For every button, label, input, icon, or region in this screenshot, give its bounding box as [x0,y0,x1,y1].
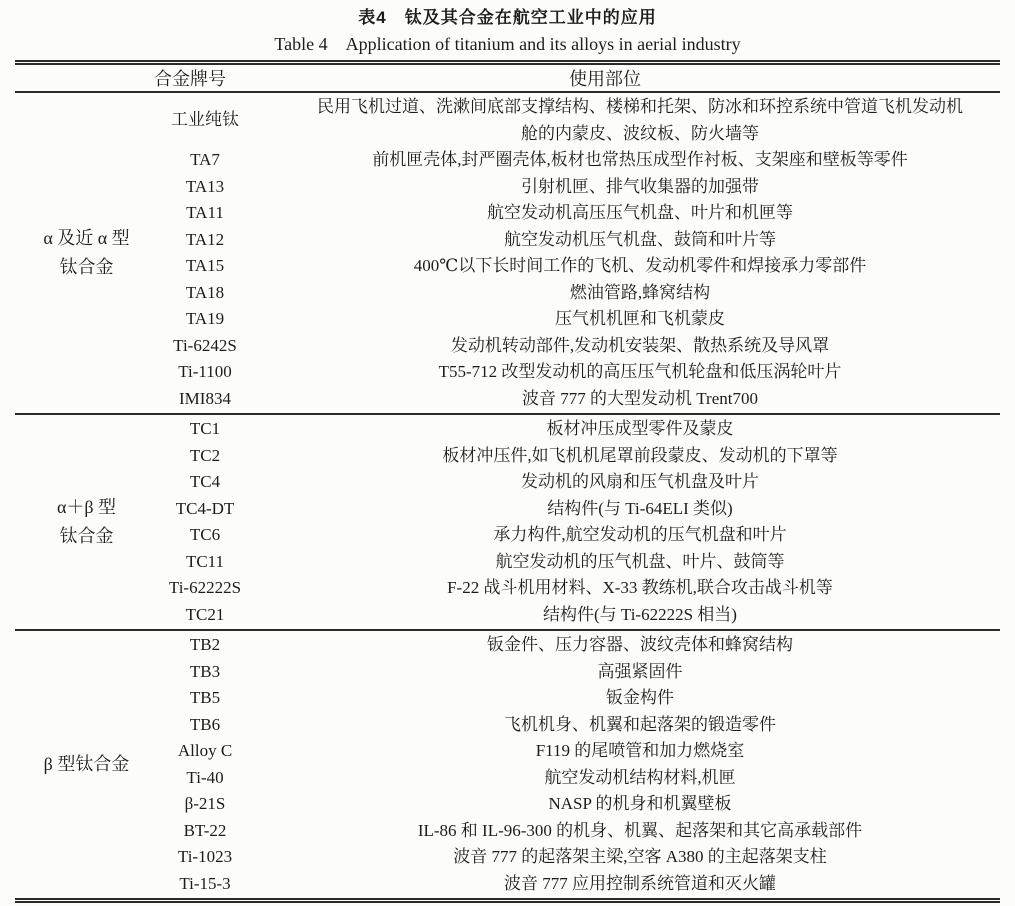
group-rows [140,415,1000,629]
table-row [140,147,1000,174]
table-row [140,443,1000,470]
table-row [140,174,1000,201]
table-row [140,575,1000,602]
group-label [15,93,140,413]
usage-cell: T55-712 改型发动机的高压压气机轮盘和低压涡轮叶片 [438,362,842,381]
alloy-grade-cell: TC4 [189,472,221,491]
usage-cell: 结构件(与 Ti-64ELI 类似) [547,498,733,518]
group-rows [140,631,1000,898]
usage-cell: 前机匣壳体,封严圈壳体,板材也常热压成型作衬板、支架座和壁板等零件 [372,150,908,169]
alloy-grade-cell: BT-22 [183,820,227,840]
table-row [140,712,1000,739]
usage-cell: 燃油管路,蜂窝结构 [569,282,711,302]
group-label [15,631,140,898]
alloy-grade-cell: TC6 [189,525,221,544]
table-row [140,791,1000,818]
usage-cell: 飞机机身、机翼和起落架的锻造零件 [504,714,776,734]
alloy-grade-cell: TA13 [185,176,225,196]
usage-cell: 引射机匣、排气收集器的加强带 [521,176,759,196]
group-rows [140,93,1000,413]
usage-cell: 板材冲压件,如飞机机尾罩前段蒙皮、发动机的下罩等 [442,445,838,465]
table-row [140,602,1000,629]
alloy-grade-cell: Ti-6242S [173,335,237,355]
table-row [140,469,1000,496]
table-body [15,93,1000,898]
usage-cell: 钣金件、压力容器、波纹壳体和蜂窝结构 [487,635,793,654]
usage-cell: NASP 的机身和机翼壁板 [548,794,732,813]
group-label-line: 钛合金 [59,526,114,546]
table-row [140,227,1000,254]
alloy-grade-cell: TA18 [185,282,225,302]
table-row [140,685,1000,712]
usage-cell: 压气机机匣和飞机蒙皮 [555,309,725,328]
table-row [140,333,1000,360]
alloy-grade-cell: TA12 [185,229,225,249]
alloy-grade-cell: TB2 [189,635,221,654]
alloy-grade-cell: TB5 [189,688,221,707]
usage-cell: 板材冲压成型零件及蒙皮 [546,419,734,438]
application-table [15,60,1000,903]
usage-cell: 波音 777 应用控制系统管道和灭火罐 [504,873,776,893]
group-label [15,415,140,629]
table-row [140,549,1000,576]
table-row [140,416,1000,443]
table-caption-en: Table 4 Application of titanium and its alloys in aerial industry [274,34,741,54]
alloy-grade-cell: Ti-62222S [168,578,242,597]
usage-cell: 结构件(与 Ti-62222S 相当) [543,604,737,624]
group-label-line: 钛合金 [59,257,114,277]
usage-cell: 波音 777 的起落架主梁,空客 A380 的主起落架支柱 [453,847,827,866]
alloy-group-3 [15,629,1000,898]
column-header-usage: 使用部位 [569,69,641,89]
table-row [140,844,1000,871]
alloy-grade-cell: IMI834 [179,388,231,408]
usage-cell: 钣金构件 [606,688,674,707]
alloy-grade-cell: TC4-DT [175,498,235,518]
alloy-grade-cell: TC11 [185,551,225,571]
table-row [140,306,1000,333]
table-row [140,94,1000,147]
usage-cell: F-22 战斗机用材料、X-33 教练机,联合攻击战斗机等 [447,578,833,597]
group-label-line: β 型钛合金 [43,754,130,774]
table-bottom-rule [15,898,1000,903]
usage-cell: 高强紧固件 [597,661,683,681]
table-row [140,496,1000,523]
alloy-grade-cell: 工业纯钛 [171,110,239,130]
alloy-grade-cell: Ti-15-3 [179,873,231,893]
usage-cell: 航空发动机压气机盘、鼓筒和叶片等 [504,229,776,249]
usage-cell: 航空发动机高压压气机盘、叶片和机匣等 [487,203,793,222]
alloy-grade-cell: TA7 [190,150,220,169]
alloy-grade-cell: TC2 [189,445,221,465]
group-label-line: α＋β 型 [56,497,117,517]
alloy-grade-cell: TC1 [189,419,221,438]
table-row [140,632,1000,659]
table-header-row [15,65,1000,93]
table-row [140,818,1000,845]
usage-cell: IL-86 和 IL-96-300 的机身、机翼、起落架和其它高承载部件 [417,820,863,840]
alloy-grade-cell: β-21S [184,794,226,813]
usage-cell: 波音 777 的大型发动机 Trent700 [522,388,758,408]
column-header-alloy: 合金牌号 [154,69,226,89]
table-row [140,359,1000,386]
alloy-group-1 [15,93,1000,413]
alloy-grade-cell: TA15 [185,256,225,275]
table-row [140,659,1000,686]
alloy-grade-cell: TA19 [185,309,225,328]
table-caption-zh: 表4 钛及其合金在航空工业中的应用 [358,8,657,27]
group-label-line: α 及近 α 型 [43,228,130,248]
alloy-grade-cell: TC21 [185,604,225,624]
table-row [140,280,1000,307]
alloy-group-2 [15,413,1000,629]
table-row [140,738,1000,765]
usage-cell: 发动机的风扇和压气机盘及叶片 [521,472,759,491]
table-row [140,200,1000,227]
alloy-grade-cell: Ti-40 [186,767,224,787]
table-row [140,765,1000,792]
usage-cell: 民用飞机过道、洗漱间底部支撑结构、楼梯和托架、防冰和环控系统中管道飞机发动机舱的内蒙皮、波纹板、防火墙等 [317,97,963,143]
table-row [140,386,1000,413]
table-row [140,871,1000,898]
usage-cell: 航空发动机结构材料,机匣 [544,767,736,787]
alloy-grade-cell: TB6 [189,714,221,734]
alloy-grade-cell: Ti-1100 [178,362,232,381]
usage-cell: 承力构件,航空发动机的压气机盘和叶片 [493,525,787,544]
alloy-grade-cell: TB3 [189,661,221,681]
usage-cell: 发动机转动部件,发动机安装架、散热系统及导风罩 [450,335,830,355]
table-row [140,253,1000,280]
alloy-grade-cell: Ti-1023 [177,847,233,866]
table-row [140,522,1000,549]
usage-cell: 400℃以下长时间工作的飞机、发动机零件和焊接承力零部件 [413,256,867,275]
usage-cell: 航空发动机的压气机盘、叶片、鼓筒等 [495,551,785,571]
alloy-grade-cell: Alloy C [177,741,233,760]
usage-cell: F119 的尾喷管和加力燃烧室 [535,741,745,760]
alloy-grade-cell: TA11 [186,203,224,222]
